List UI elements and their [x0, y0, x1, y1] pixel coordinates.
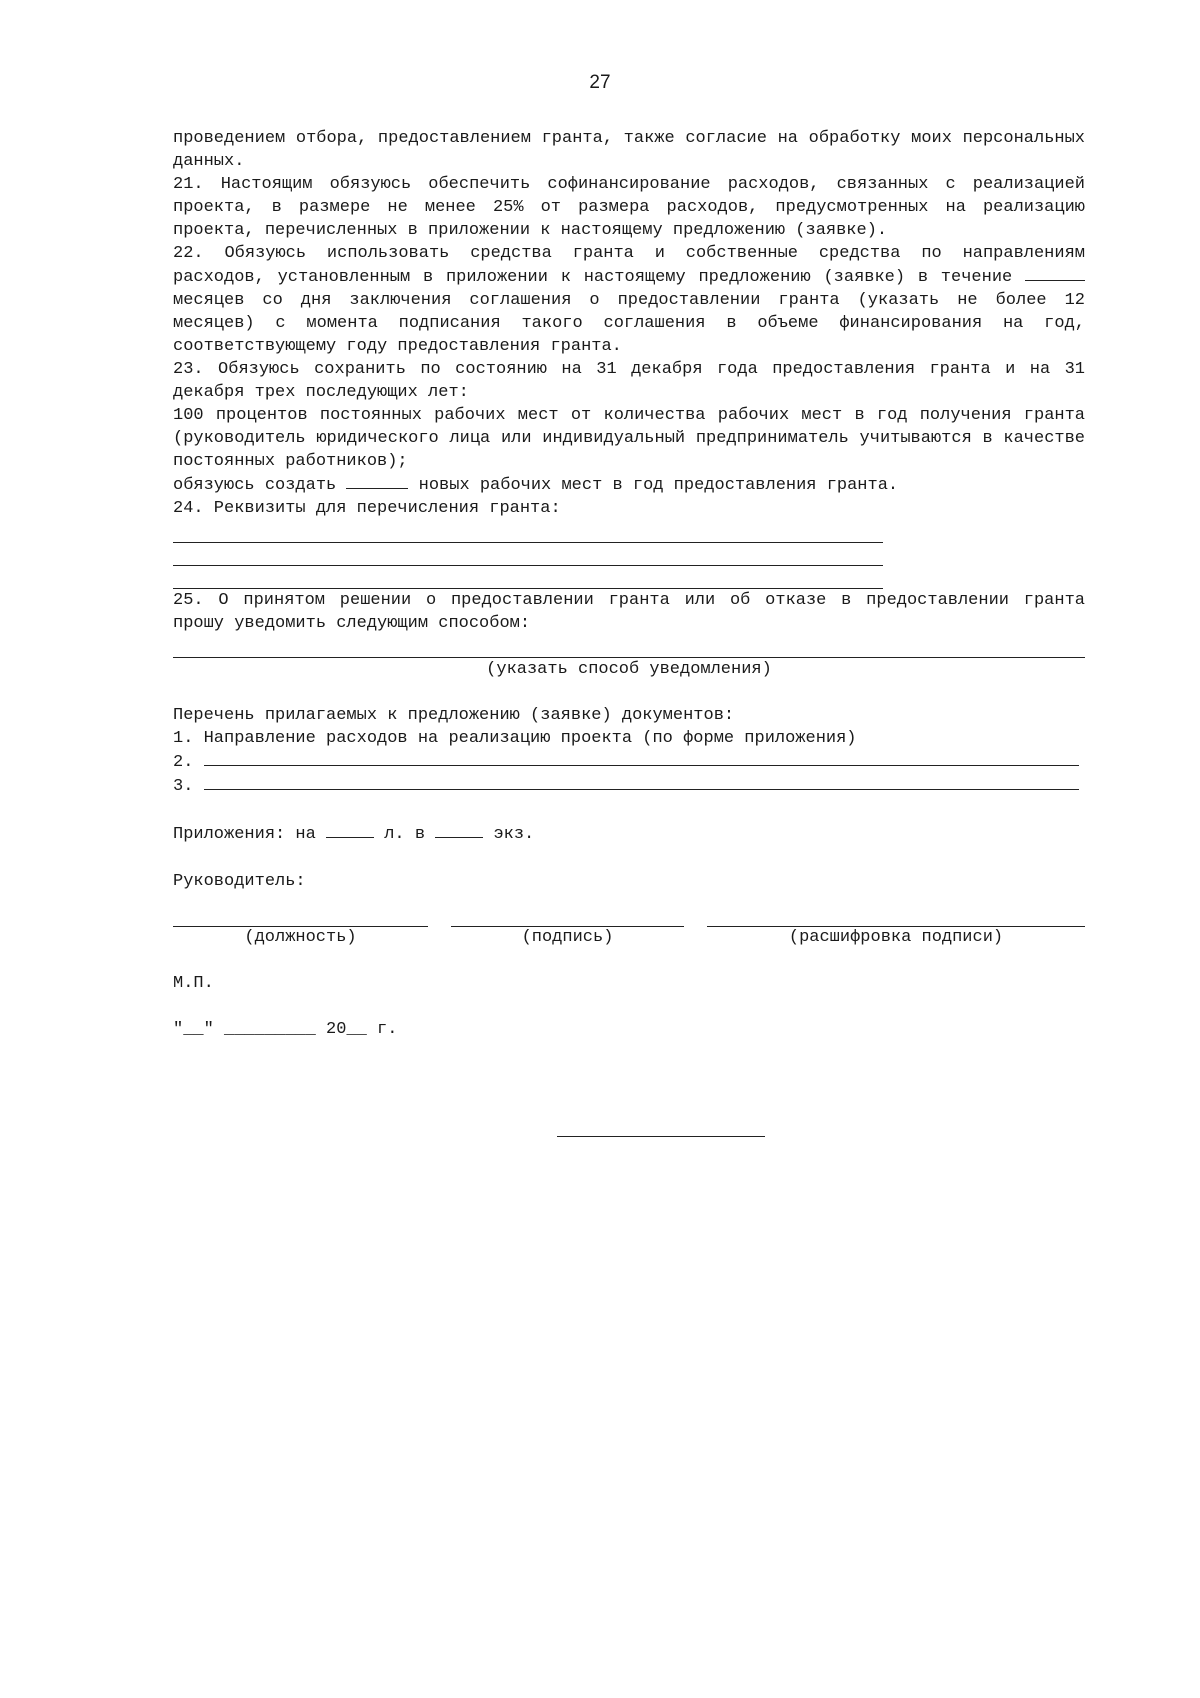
new-jobs-blank[interactable]	[346, 473, 408, 489]
date-day[interactable]: "__"	[173, 1020, 214, 1039]
appendix-copies: экз.	[493, 825, 535, 844]
attachment-item-3-blank[interactable]	[204, 774, 1079, 790]
position-line[interactable]	[173, 893, 428, 927]
copies-blank[interactable]	[435, 822, 483, 838]
stamp-place: М.П.	[173, 974, 214, 993]
paragraph-22	[173, 242, 1085, 358]
signature-caption: (подпись)	[521, 928, 614, 947]
end-of-document-line	[557, 1135, 765, 1137]
paragraph-21: 21. Настоящим обязуюсь обеспечить софинансирование расходов, связанных с реализацией проекта, в размере не менее 25% от размера расходов, предусмотренных на реализацию проекта, перечисленных в приложении к настоящему предложению (заявке).	[173, 175, 1085, 240]
paragraph-23-new-jobs	[173, 473, 1085, 497]
attachment-item-2	[173, 750, 1085, 774]
paragraph-22-end: месяцев со дня заключения соглашения о предоставлении гранта (указать не более 12 месяцев) с момента подписания такого соглашения в объеме финансирования на год, соответствующему году предоставления гранта.	[173, 291, 1085, 356]
paragraph-22-start: 22. Обязуюсь использовать средства гранта и собственные средства по направлениям расходов, установленным в приложении к настоящему предложению (заявке) в течение	[173, 244, 1085, 287]
attachment-item-1: 1. Направление расходов на реализацию проекта (по форме приложения)	[173, 729, 857, 748]
appendix-line	[173, 822, 1085, 846]
paragraph-24: 24. Реквизиты для перечисления гранта:	[173, 499, 561, 518]
attachment-item-2-number: 2.	[173, 753, 194, 772]
attachment-item-2-blank[interactable]	[204, 750, 1079, 766]
attachment-item-3-number: 3.	[173, 777, 194, 796]
page-number: 27	[589, 72, 611, 93]
new-jobs-label: обязуюсь создать	[173, 476, 337, 495]
notification-method-caption: (указать способ уведомления)	[486, 660, 772, 679]
appendix-sheets: л. в	[384, 825, 426, 844]
signature-lines	[173, 893, 1085, 927]
notification-method-line[interactable]	[173, 635, 1085, 658]
appendix-label: Приложения:	[173, 825, 286, 844]
position-caption: (должность)	[244, 928, 357, 947]
head-label: Руководитель:	[173, 872, 306, 891]
appendix-on: на	[295, 825, 316, 844]
date-year[interactable]: 20__ г.	[326, 1020, 398, 1039]
date-month[interactable]: _________	[224, 1020, 316, 1039]
decoding-line[interactable]	[707, 893, 1085, 927]
attachment-item-3	[173, 774, 1085, 798]
paragraph-25: 25. О принятом решении о предоставлении гранта или об отказе в предоставлении гранта прошу уведомить следующим способом:	[173, 591, 1085, 633]
decoding-caption: (расшифровка подписи)	[788, 928, 1004, 947]
sheets-blank[interactable]	[326, 822, 374, 838]
months-blank[interactable]	[1025, 265, 1085, 281]
paragraph-23: 23. Обязуюсь сохранить по состоянию на 31 декабря года предоставления гранта и на 31 декабря трех последующих лет:	[173, 360, 1085, 402]
signature-line[interactable]	[451, 893, 684, 927]
bank-details-line-1[interactable]	[173, 520, 883, 543]
attachments-heading: Перечень прилагаемых к предложению (заявке) документов:	[173, 706, 735, 725]
signature-captions	[173, 927, 1085, 949]
bank-details-line-3[interactable]	[173, 566, 883, 589]
paragraph-intro: проведением отбора, предоставлением гранта, также согласие на обработку моих персональных данных.	[173, 129, 1085, 171]
new-jobs-tail: новых рабочих мест в год предоставления гранта.	[418, 476, 899, 495]
document-body	[173, 127, 1085, 1041]
bank-details-line-2[interactable]	[173, 543, 883, 566]
paragraph-23-jobs: 100 процентов постоянных рабочих мест от количества рабочих мест в год получения гранта (руководитель юридического лица или индивидуальный предприниматель учитываются в качестве постоянных работников);	[173, 406, 1085, 471]
date-line	[173, 1018, 1085, 1041]
